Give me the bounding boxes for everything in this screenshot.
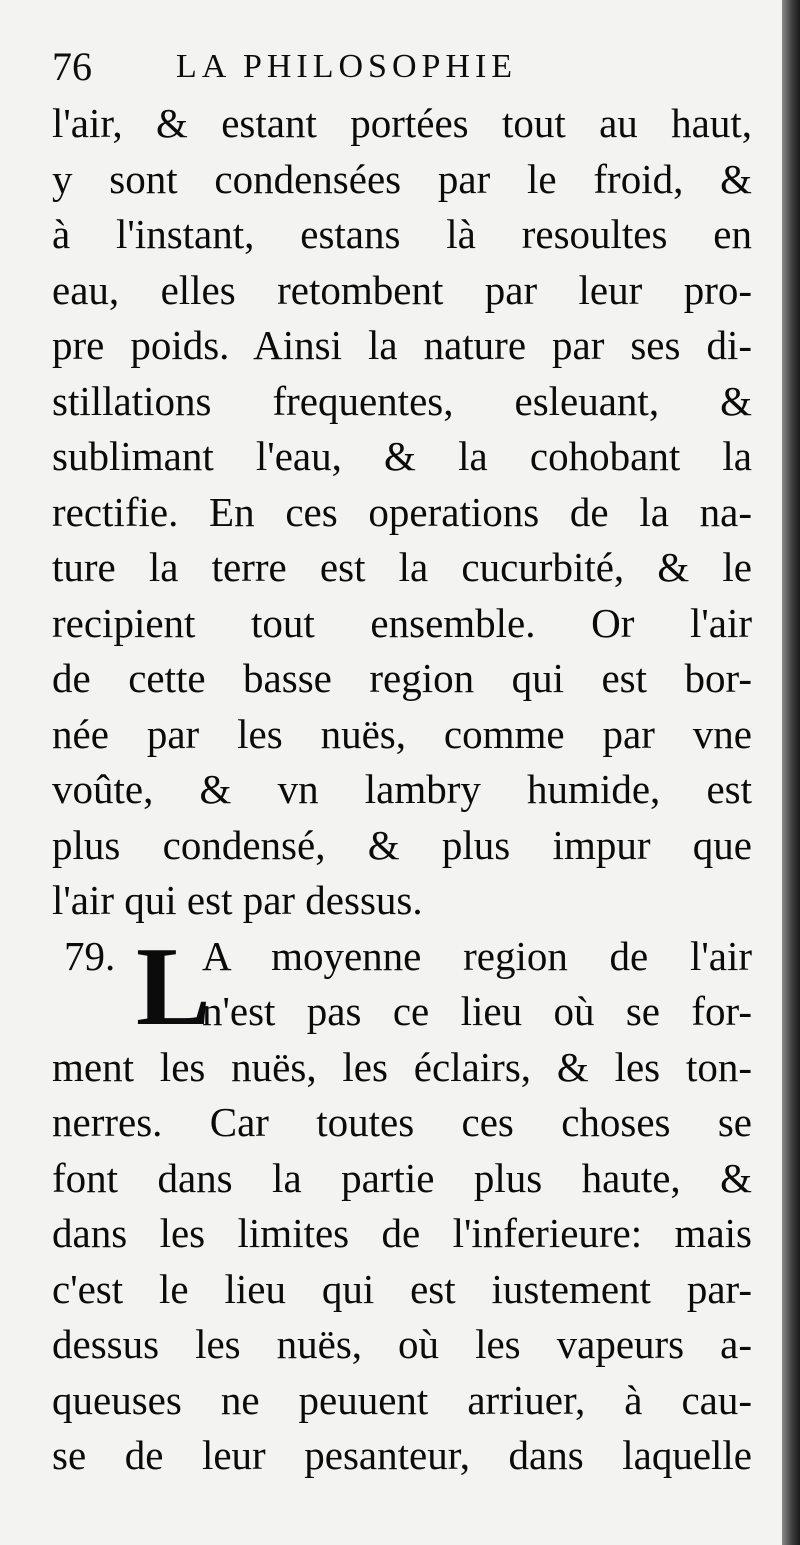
text-line: font dans la partie plus haute, & — [52, 1154, 752, 1201]
text-line: stillations frequentes, esleuant, & — [52, 377, 752, 424]
text-line: l'air qui est par dessus. — [52, 877, 423, 923]
running-title: LA PHILOSOPHIE — [176, 48, 518, 85]
text-line: ment les nuës, les éclairs, & les ton- — [52, 1043, 752, 1090]
page-body — [52, 96, 752, 1484]
paragraph-1 — [52, 96, 752, 929]
text-line: nerres. Car toutes ces choses se — [52, 1099, 752, 1145]
text-line: de cette basse region qui est bor- — [52, 655, 752, 701]
text-line: c'est le lieu qui est iustement par- — [52, 1265, 752, 1312]
text-line: eau, elles retombent par leur pro- — [52, 266, 752, 313]
text-line: queuses ne peuuent arriuer, à cau- — [52, 1376, 752, 1423]
text-line: sublimant l'eau, & la cohobant la — [52, 433, 752, 479]
page-gutter-shadow — [782, 0, 800, 1545]
text-line: plus condensé, & plus impur que — [52, 821, 752, 868]
text-line: l'air, & estant portées tout au haut, — [52, 100, 752, 146]
page-number: 76 — [52, 44, 92, 89]
text-line: à l'instant, estans là resoultes en — [52, 211, 752, 257]
text-line: A moyenne region de l'air — [202, 932, 752, 979]
text-line: recipient tout ensemble. Or l'air — [52, 599, 752, 646]
text-line: se de leur pesanteur, dans laquelle — [52, 1432, 752, 1478]
text-line: ture la terre est la cucurbité, & le — [52, 544, 752, 590]
text-line: rectifie. En ces operations de la na- — [52, 488, 752, 535]
drop-cap: L — [136, 924, 211, 1049]
text-line: n'est pas ce lieu où se for- — [202, 988, 752, 1034]
text-line: dessus les nuës, où les vapeurs a- — [52, 1321, 752, 1367]
text-line: née par les nuës, comme par vne — [52, 710, 752, 757]
text-line: pre poids. Ainsi la nature par ses di- — [52, 322, 752, 368]
text-line: y sont condensées par le froid, & — [52, 155, 752, 202]
section-79 — [52, 924, 752, 1484]
page-header — [48, 42, 748, 92]
text-line: voûte, & vn lambry humide, est — [52, 766, 752, 812]
section-number: 79. — [64, 932, 116, 979]
text-line: dans les limites de l'inferieure: mais — [52, 1210, 752, 1256]
